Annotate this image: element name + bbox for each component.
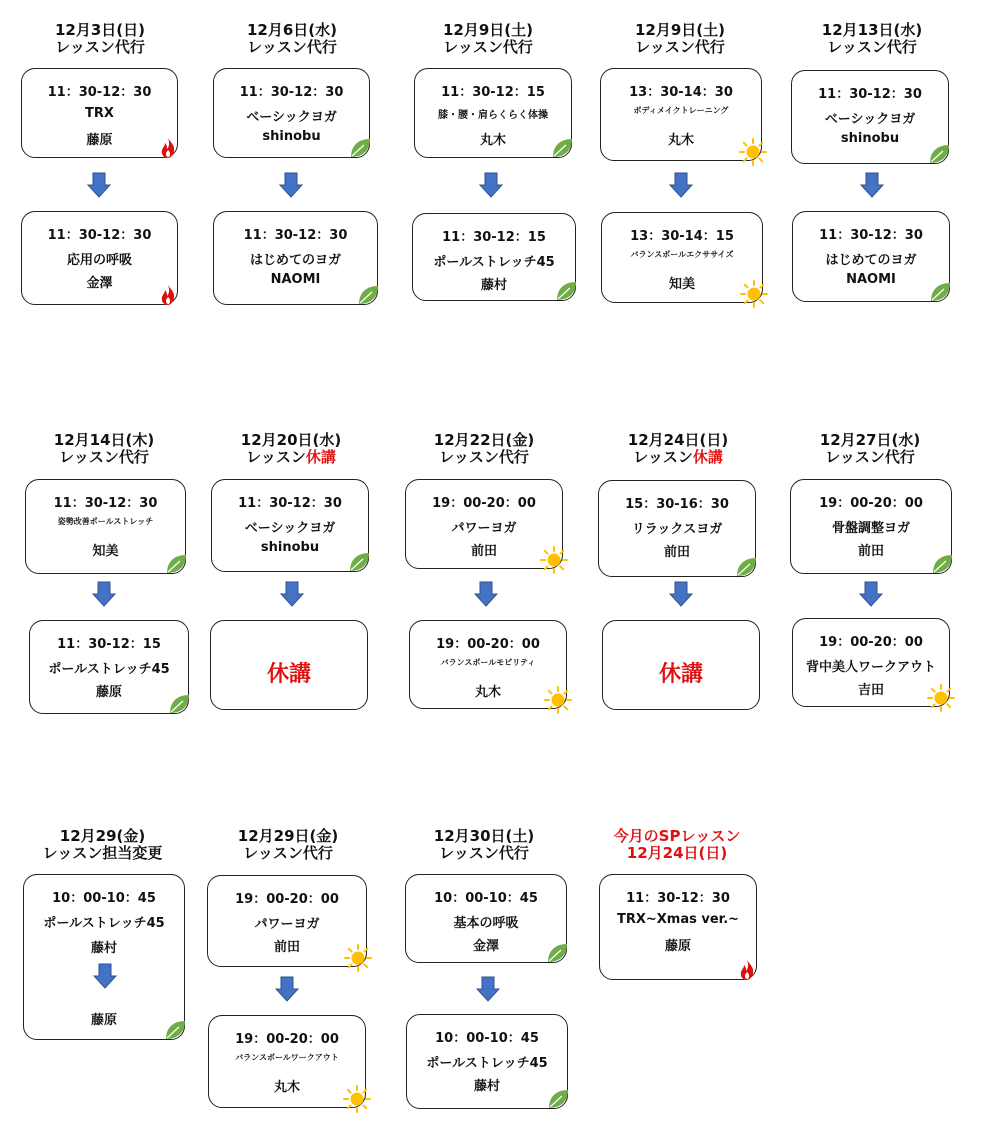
lesson-title: 姿勢改善ポールストレッチ [57, 517, 154, 526]
column-heading [408, 22, 568, 56]
instructor-after: 藤原 [90, 1013, 117, 1028]
date-label: 12月9日(土) [634, 21, 726, 39]
leaf-icon [348, 551, 370, 573]
substitute-lesson-card [213, 211, 378, 305]
lesson-time: 19：00-20：00 [235, 892, 339, 907]
column-heading [404, 432, 564, 466]
cancelled-label: 休講 [266, 662, 311, 687]
lesson-time: 11：30-12：30 [47, 85, 152, 100]
instructor-name: 丸木 [474, 685, 501, 700]
instructor-name: 知美 [92, 544, 119, 559]
lesson-time: 10：00-10：45 [52, 891, 156, 906]
original-lesson-card [600, 68, 762, 161]
column-heading [24, 432, 184, 466]
column-heading [792, 22, 952, 56]
arrow-down-icon [476, 976, 500, 1002]
substitute-lesson-card [409, 620, 567, 709]
substitute-lesson-card [792, 618, 950, 707]
lesson-title: TRX~Xmas ver.~ [616, 912, 740, 927]
column-heading [598, 432, 758, 466]
lesson-time: 19：00-20：00 [819, 496, 923, 511]
substitute-lesson-card [21, 211, 178, 305]
lesson-time: 19：00-20：00 [819, 635, 923, 650]
date-label: 12月6日(水) [246, 21, 338, 39]
leaf-icon [929, 281, 951, 303]
column-heading [404, 828, 564, 862]
instructor-name: shinobu [262, 129, 321, 144]
instructor-name: 前田 [663, 545, 690, 560]
cancelled-label: 休講 [658, 662, 703, 687]
original-lesson-card [405, 874, 567, 963]
lesson-title: ポールストレッチ45 [48, 662, 170, 677]
substitute-lesson-card [29, 620, 189, 714]
status-label: レッスン代行 [243, 844, 333, 862]
lesson-title: ベーシックヨガ [244, 521, 336, 536]
instructor-name: 知美 [668, 277, 695, 292]
lesson-time: 11：30-12：30 [53, 496, 158, 511]
leaf-icon [555, 280, 577, 302]
column-heading [20, 828, 185, 862]
lesson-title: TRX [85, 106, 114, 121]
column-heading [20, 22, 180, 56]
lesson-title: ポールストレッチ45 [426, 1056, 548, 1071]
original-lesson-card [405, 479, 563, 569]
date-label: 12月13日(水) [821, 21, 923, 39]
status-label: レッスン代行 [825, 448, 915, 466]
instructor-name: 丸木 [273, 1080, 300, 1095]
lesson-time: 11：30-12：15 [441, 85, 545, 100]
substitute-lesson-card [601, 212, 763, 303]
cancelled-lesson-card [210, 620, 368, 710]
lesson-time: 11：30-12：30 [626, 891, 730, 906]
lesson-time: 11：30-12：30 [239, 85, 344, 100]
lesson-title: バランスボールモビリティ [440, 658, 536, 667]
instructor-name: 藤原 [664, 939, 691, 954]
special-lesson-date: 12月24日(日) [626, 844, 728, 862]
leaf-icon [546, 942, 568, 964]
flame-icon [157, 284, 179, 306]
status-label: レッスン休講 [633, 448, 723, 466]
lesson-time: 19：00-20：00 [436, 637, 540, 652]
arrow-down-icon [669, 172, 693, 198]
lesson-title: 膝・腰・肩らくらく体操 [438, 110, 548, 121]
status-label: レッスン代行 [443, 38, 533, 56]
date-label: 12月24日(日) [627, 431, 729, 449]
flame-icon [157, 137, 179, 159]
instructor-name: 吉田 [857, 683, 884, 698]
substitute-lesson-card [406, 1014, 568, 1109]
instructor-change-card [23, 874, 185, 1040]
status-label: レッスン代行 [439, 448, 529, 466]
date-label: 12月9日(土) [442, 21, 534, 39]
cancelled-lesson-card [602, 620, 760, 710]
instructor-name: 前田 [273, 940, 300, 955]
status-label: レッスン代行 [55, 38, 145, 56]
substitute-lesson-card [412, 213, 576, 301]
sun-icon [927, 684, 955, 712]
lesson-title: 骨盤調整ヨガ [831, 521, 910, 536]
leaf-icon [357, 284, 379, 306]
substitute-lesson-card [208, 1015, 366, 1108]
arrow-down-icon [280, 581, 304, 607]
lesson-time: 19：00-20：00 [235, 1032, 339, 1047]
lesson-time: 11：30-12：30 [238, 496, 342, 511]
lesson-title: リラックスヨガ [631, 522, 723, 537]
arrow-down-icon [860, 172, 884, 198]
lesson-title: はじめてのヨガ [249, 253, 341, 268]
lesson-title: バランスボールワークアウト [235, 1053, 339, 1062]
lesson-title: ポールストレッチ45 [43, 916, 165, 931]
lesson-title: パワーヨガ [254, 917, 320, 932]
arrow-down-icon [279, 172, 303, 198]
lesson-time: 13：30-14：15 [630, 229, 734, 244]
sun-icon [540, 546, 568, 574]
arrow-down-icon [92, 581, 116, 607]
lesson-title: 応用の呼吸 [66, 253, 132, 268]
date-label: 12月29日(金) [237, 827, 339, 845]
date-label: 12月14日(木) [53, 431, 155, 449]
leaf-icon [547, 1088, 569, 1110]
status-label: レッスン代行 [827, 38, 917, 56]
instructor-name: 丸木 [479, 133, 506, 148]
arrow-down-icon [669, 581, 693, 607]
lesson-title: パワーヨガ [451, 521, 517, 536]
arrow-down-icon [479, 172, 503, 198]
lesson-title: ポールストレッチ45 [433, 255, 555, 270]
status-label: レッスン担当変更 [42, 844, 163, 862]
arrow-down-icon [474, 581, 498, 607]
original-lesson-card [213, 68, 370, 158]
sun-icon [739, 138, 767, 166]
leaf-icon [164, 1019, 186, 1041]
date-label: 12月27日(水) [819, 431, 921, 449]
substitute-lesson-card [792, 211, 950, 302]
status-label: レッスン代行 [59, 448, 149, 466]
lesson-time: 11：30-12：30 [818, 87, 922, 102]
original-lesson-card [25, 479, 186, 574]
lesson-time: 11：30-12：15 [442, 230, 546, 245]
instructor-name: 藤原 [95, 685, 122, 700]
original-lesson-card [790, 479, 952, 574]
leaf-icon [735, 556, 757, 578]
sun-icon [343, 1085, 371, 1113]
instructor-name: 丸木 [667, 133, 694, 148]
sun-icon [344, 944, 372, 972]
date-label: 12月29(金) [59, 827, 146, 845]
lesson-title: ボディメイクトレーニング [633, 106, 729, 115]
lesson-time: 11：30-12：15 [57, 637, 161, 652]
instructor-name: 藤原 [86, 133, 113, 148]
lesson-time: 10：00-10：45 [435, 1031, 539, 1046]
lesson-time: 19：00-20：00 [432, 496, 536, 511]
lesson-title: ベーシックヨガ [824, 112, 916, 127]
date-label: 12月20日(水) [240, 431, 342, 449]
original-lesson-card [211, 479, 369, 572]
lesson-time: 11：30-12：30 [47, 228, 152, 243]
instructor-name: shinobu [840, 131, 900, 146]
special-lesson-title: 今月のSPレッスン [613, 827, 741, 845]
instructor-before: 藤村 [90, 941, 117, 956]
lesson-title: バランスボールエクササイズ [630, 250, 734, 259]
status-label: レッスン代行 [439, 844, 529, 862]
leaf-icon [931, 553, 953, 575]
sun-icon [544, 686, 572, 714]
special-lesson-card [599, 874, 757, 980]
status-label: レッスン代行 [635, 38, 725, 56]
date-label: 12月30日(土) [433, 827, 535, 845]
lesson-title: はじめてのヨガ [825, 253, 917, 268]
sun-icon [740, 280, 768, 308]
status-label: レッスン代行 [247, 38, 337, 56]
original-lesson-card [21, 68, 178, 158]
original-lesson-card [207, 875, 367, 967]
lesson-title: 基本の呼吸 [453, 916, 519, 931]
original-lesson-card [414, 68, 572, 158]
lesson-title: ベーシックヨガ [246, 110, 337, 125]
column-heading [211, 432, 371, 466]
lesson-time: 11：30-12：30 [819, 228, 923, 243]
date-label: 12月3日(日) [54, 21, 146, 39]
arrow-down-icon [87, 172, 111, 198]
column-heading [790, 432, 950, 466]
flame-icon [736, 959, 758, 981]
original-lesson-card [598, 480, 756, 577]
instructor-name: NAOMI [846, 272, 896, 287]
lesson-time: 15：30-16：30 [625, 497, 729, 512]
instructor-name: 金澤 [472, 939, 499, 954]
lesson-title: 背中美人ワークアウト [805, 660, 936, 675]
lesson-time: 11：30-12：30 [243, 228, 348, 243]
instructor-name: shinobu [260, 540, 320, 555]
lesson-time: 13：30-14：30 [629, 85, 733, 100]
arrow-down-icon [859, 581, 883, 607]
leaf-icon [349, 137, 371, 159]
instructor-name: 藤村 [480, 278, 507, 293]
leaf-icon [551, 137, 573, 159]
column-heading [212, 22, 372, 56]
lesson-time: 10：00-10：45 [434, 891, 538, 906]
date-label: 12月22日(金) [433, 431, 535, 449]
status-label: レッスン休講 [246, 448, 336, 466]
column-heading [208, 828, 368, 862]
arrow-down-icon [93, 963, 117, 989]
special-lesson-heading [597, 828, 757, 862]
instructor-name: 藤村 [473, 1079, 500, 1094]
instructor-name: 前田 [857, 544, 884, 559]
leaf-icon [928, 143, 950, 165]
original-lesson-card [791, 70, 949, 164]
leaf-icon [165, 553, 187, 575]
column-heading [600, 22, 760, 56]
instructor-name: 金澤 [86, 276, 113, 291]
instructor-name: 前田 [470, 544, 497, 559]
leaf-icon [168, 693, 190, 715]
arrow-down-icon [275, 976, 299, 1002]
instructor-name: NAOMI [270, 272, 321, 287]
